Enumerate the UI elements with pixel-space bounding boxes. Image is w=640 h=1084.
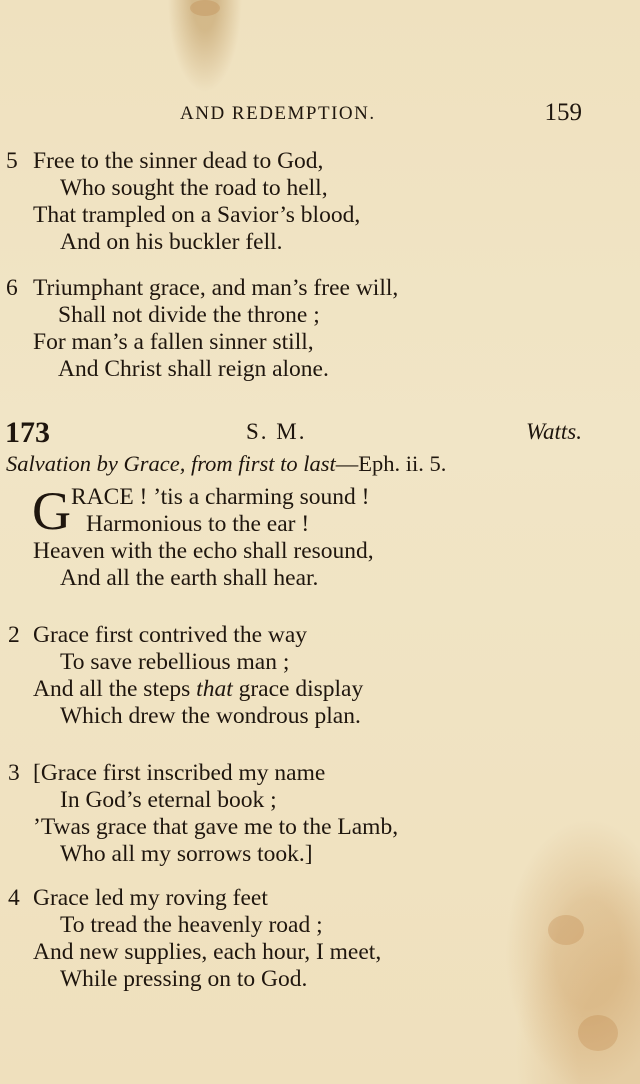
verse-line [33, 678, 363, 702]
emphasis-word: that [196, 676, 233, 702]
verse-line: In God’s eternal book ; [60, 787, 277, 813]
verse-line: To tread the heavenly road ; [60, 912, 323, 938]
verse-line: Harmonious to the ear ! [86, 511, 310, 537]
verse-line: RACE ! ’tis a charming sound ! [71, 484, 370, 510]
stanza-number: 6 [6, 275, 18, 301]
verse-text: And all the steps [33, 676, 197, 702]
subtitle-text: Salvation by Grace, from first to last [6, 451, 336, 476]
verse-text: grace display [232, 676, 364, 702]
stanza-number: 4 [8, 885, 20, 911]
verse-line: Free to the sinner dead to God, [33, 148, 324, 174]
paper-stain [190, 0, 220, 16]
stanza-number: 5 [6, 148, 18, 174]
verse-line: Who sought the road to hell, [60, 175, 328, 201]
page-header [0, 99, 640, 133]
verse-line: Who all my sorrows took.] [60, 841, 313, 867]
hymn-meter: S. M. [246, 419, 307, 444]
hymn-subtitle [6, 453, 446, 476]
hymn-number: 173 [5, 416, 50, 449]
verse-line: Which drew the wondrous plan. [60, 703, 361, 729]
verse-line: Grace led my roving feet [33, 885, 268, 911]
hymn-author: Watts. [525, 419, 582, 444]
verse-line: And all the earth shall hear. [60, 565, 319, 591]
scripture-reference: —Eph. ii. 5. [335, 451, 447, 476]
verse-line: And on his buckler fell. [60, 229, 283, 255]
verse-line: Heaven with the echo shall resound, [33, 538, 374, 564]
paper-stain [578, 1015, 618, 1051]
stanza-number: 3 [8, 760, 20, 786]
drop-cap: G [32, 481, 71, 541]
page-number: 159 [544, 99, 582, 126]
verse-line: And Christ shall reign alone. [58, 356, 329, 382]
verse-line: Shall not divide the throne ; [58, 302, 320, 328]
verse-line: [Grace first inscribed my name [33, 760, 326, 786]
verse-line: Grace first contrived the way [33, 622, 308, 648]
verse-line: ’Twas grace that gave me to the Lamb, [33, 814, 399, 840]
verse-line: While pressing on to God. [60, 966, 308, 992]
verse-line: That trampled on a Savior’s blood, [33, 202, 361, 228]
verse-line: For man’s a fallen sinner still, [33, 329, 314, 355]
paper-stain [548, 915, 584, 945]
stanza-number: 2 [8, 622, 20, 648]
verse-line: Triumphant grace, and man’s free will, [33, 275, 399, 301]
verse-line: And new supplies, each hour, I meet, [33, 939, 382, 965]
running-head: AND REDEMPTION. [180, 103, 376, 124]
verse-line: To save rebellious man ; [60, 649, 290, 675]
